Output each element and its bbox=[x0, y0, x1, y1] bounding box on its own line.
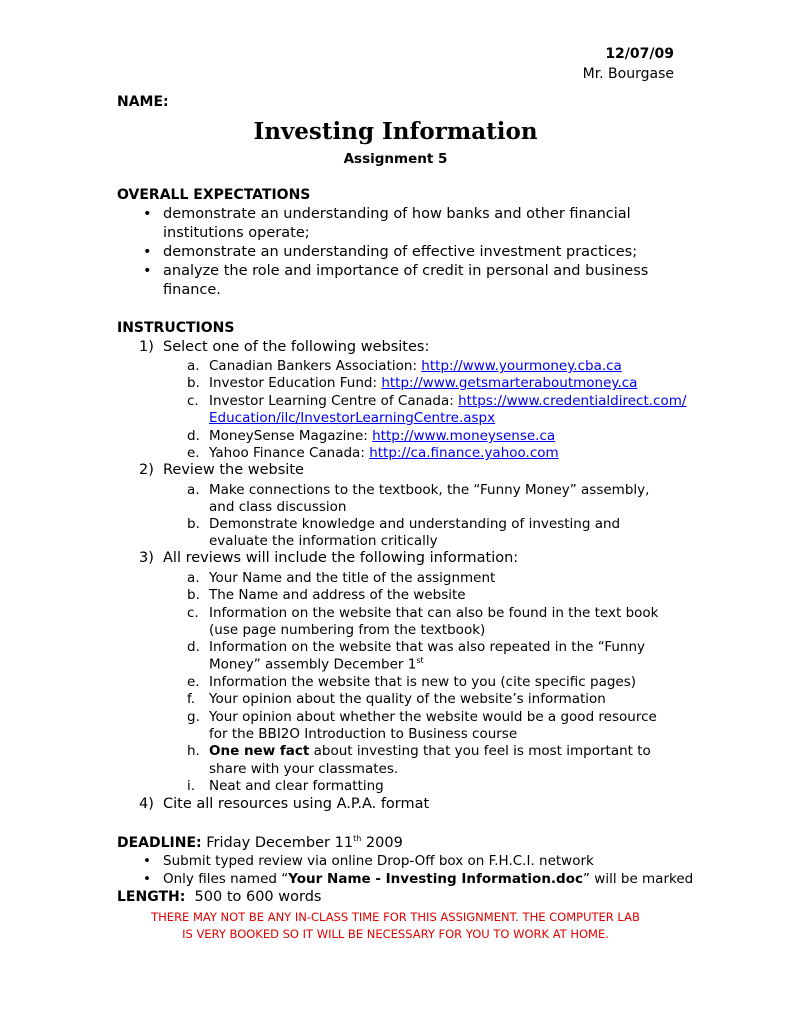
item-letter: c. bbox=[187, 605, 199, 621]
item-text: Money” assembly December 1 bbox=[209, 656, 417, 673]
item-letter: b. bbox=[187, 375, 200, 391]
bullet-text: ” will be marked bbox=[583, 871, 694, 887]
ordinal-suffix: st bbox=[416, 656, 424, 665]
site-link[interactable]: http://www.getsmarteraboutmoney.ca bbox=[381, 375, 638, 391]
item-text: about investing that you feel is most important to bbox=[309, 743, 651, 759]
item-letter: b. bbox=[187, 516, 200, 532]
expectation-line: analyze the role and importance of credit in personal and business bbox=[163, 263, 649, 279]
item-line: Your opinion about whether the website would be a good resource bbox=[209, 709, 657, 725]
step-text: Cite all resources using A.P.A. format bbox=[163, 796, 430, 812]
bullet-icon: • bbox=[143, 244, 152, 260]
deadline-year: 2009 bbox=[361, 834, 403, 851]
deadline-label: DEADLINE: bbox=[117, 834, 202, 851]
length-label: LENGTH: bbox=[117, 889, 186, 905]
item-letter: a. bbox=[187, 482, 200, 498]
bullet-icon: • bbox=[143, 871, 151, 887]
date: 12/07/09 bbox=[605, 46, 674, 62]
site-link-continued bbox=[209, 410, 495, 426]
length-line bbox=[117, 889, 321, 905]
step-text: Review the website bbox=[163, 462, 304, 478]
item-line: share with your classmates. bbox=[209, 761, 399, 777]
expectation-line: demonstrate an understanding of how banks and other financial bbox=[163, 206, 631, 222]
site-label: Investor Learning Centre of Canada: bbox=[209, 393, 459, 409]
site-label: Yahoo Finance Canada: bbox=[209, 445, 370, 461]
teacher-name: Mr. Bourgase bbox=[582, 66, 674, 82]
item-line bbox=[209, 743, 651, 759]
item-letter: b. bbox=[187, 587, 200, 603]
site-link[interactable]: Education/ilc/InvestorLearningCentre.aspx bbox=[209, 410, 496, 426]
notice-line: THERE MAY NOT BE ANY IN-CLASS TIME FOR THIS ASSIGNMENT. THE COMPUTER LAB bbox=[151, 910, 640, 924]
site-link[interactable]: http://ca.finance.yahoo.com bbox=[369, 445, 559, 461]
item-line: Information the website that is new to you (cite specific pages) bbox=[209, 674, 637, 690]
name-label: NAME: bbox=[117, 94, 169, 110]
item-letter: e. bbox=[187, 674, 200, 690]
site-item bbox=[209, 428, 555, 444]
page-subtitle: Assignment 5 bbox=[343, 151, 448, 167]
site-item bbox=[209, 393, 686, 409]
item-line: Your Name and the title of the assignment bbox=[209, 570, 496, 586]
step-number: 3) bbox=[139, 550, 154, 566]
item-line: Your opinion about the quality of the website’s information bbox=[209, 691, 606, 707]
expectation-line: finance. bbox=[163, 282, 221, 298]
item-line: for the BBI2O Introduction to Business course bbox=[209, 726, 518, 742]
expectation-line: institutions operate; bbox=[163, 225, 310, 241]
emphasis-text: One new fact bbox=[209, 743, 310, 759]
site-label: Investor Education Fund: bbox=[209, 375, 382, 391]
site-link[interactable]: http://www.moneysense.ca bbox=[372, 428, 556, 444]
step-number: 4) bbox=[139, 796, 154, 812]
site-link[interactable]: http://www.yourmoney.cba.ca bbox=[421, 358, 622, 374]
item-line: The Name and address of the website bbox=[209, 587, 466, 603]
item-line: evaluate the information critically bbox=[209, 533, 438, 549]
expectations-heading: OVERALL EXPECTATIONS bbox=[117, 187, 311, 203]
deadline-text: Friday December 11 bbox=[201, 834, 354, 851]
length-text: 500 to 600 words bbox=[185, 889, 322, 905]
site-label: Canadian Bankers Association: bbox=[209, 358, 422, 374]
step-number: 1) bbox=[139, 339, 154, 355]
site-item bbox=[209, 445, 559, 461]
file-name: Your Name - Investing Information.doc bbox=[288, 871, 583, 887]
deadline-bullet bbox=[163, 871, 693, 887]
ordinal-suffix: th bbox=[353, 834, 362, 843]
page-title: Investing Information bbox=[253, 118, 538, 145]
bullet-icon: • bbox=[143, 853, 151, 869]
bullet-icon: • bbox=[143, 206, 152, 222]
site-link[interactable]: https://www.credentialdirect.com/ bbox=[458, 393, 687, 409]
instructions-heading: INSTRUCTIONS bbox=[117, 320, 235, 336]
item-letter: d. bbox=[187, 639, 200, 655]
item-letter: g. bbox=[187, 709, 200, 725]
item-line bbox=[209, 656, 424, 673]
bullet-text: Only files named “ bbox=[163, 871, 289, 887]
bullet-icon: • bbox=[143, 263, 152, 279]
item-line: (use page numbering from the textbook) bbox=[209, 622, 486, 638]
item-letter: a. bbox=[187, 570, 200, 586]
site-item bbox=[209, 375, 637, 391]
site-item bbox=[209, 358, 622, 374]
step-number: 2) bbox=[139, 462, 154, 478]
item-line: Neat and clear formatting bbox=[209, 778, 384, 794]
notice-line: IS VERY BOOKED SO IT WILL BE NECESSARY FOR YOU TO WORK AT HOME. bbox=[182, 927, 609, 941]
deadline-line bbox=[117, 834, 403, 851]
item-line: Demonstrate knowledge and understanding of investing and bbox=[209, 516, 621, 532]
item-letter: h. bbox=[187, 743, 200, 759]
item-letter: i. bbox=[187, 778, 196, 794]
site-label: MoneySense Magazine: bbox=[209, 428, 373, 444]
deadline-bullet: Submit typed review via online Drop-Off box on F.H.C.I. network bbox=[163, 853, 594, 869]
item-line: Make connections to the textbook, the “Funny Money” assembly, bbox=[209, 482, 650, 498]
item-letter: a. bbox=[187, 358, 200, 374]
expectation-line: demonstrate an understanding of effective investment practices; bbox=[163, 244, 638, 260]
item-letter: e. bbox=[187, 445, 200, 461]
item-letter: d. bbox=[187, 428, 200, 444]
item-letter: f. bbox=[187, 691, 196, 707]
item-line: and class discussion bbox=[209, 499, 347, 515]
item-line: Information on the website that was also repeated in the “Funny bbox=[209, 639, 646, 655]
step-text: Select one of the following websites: bbox=[163, 339, 430, 355]
item-letter: c. bbox=[187, 393, 199, 409]
item-line: Information on the website that can also be found in the text book bbox=[209, 605, 659, 621]
step-text: All reviews will include the following information: bbox=[163, 550, 519, 566]
